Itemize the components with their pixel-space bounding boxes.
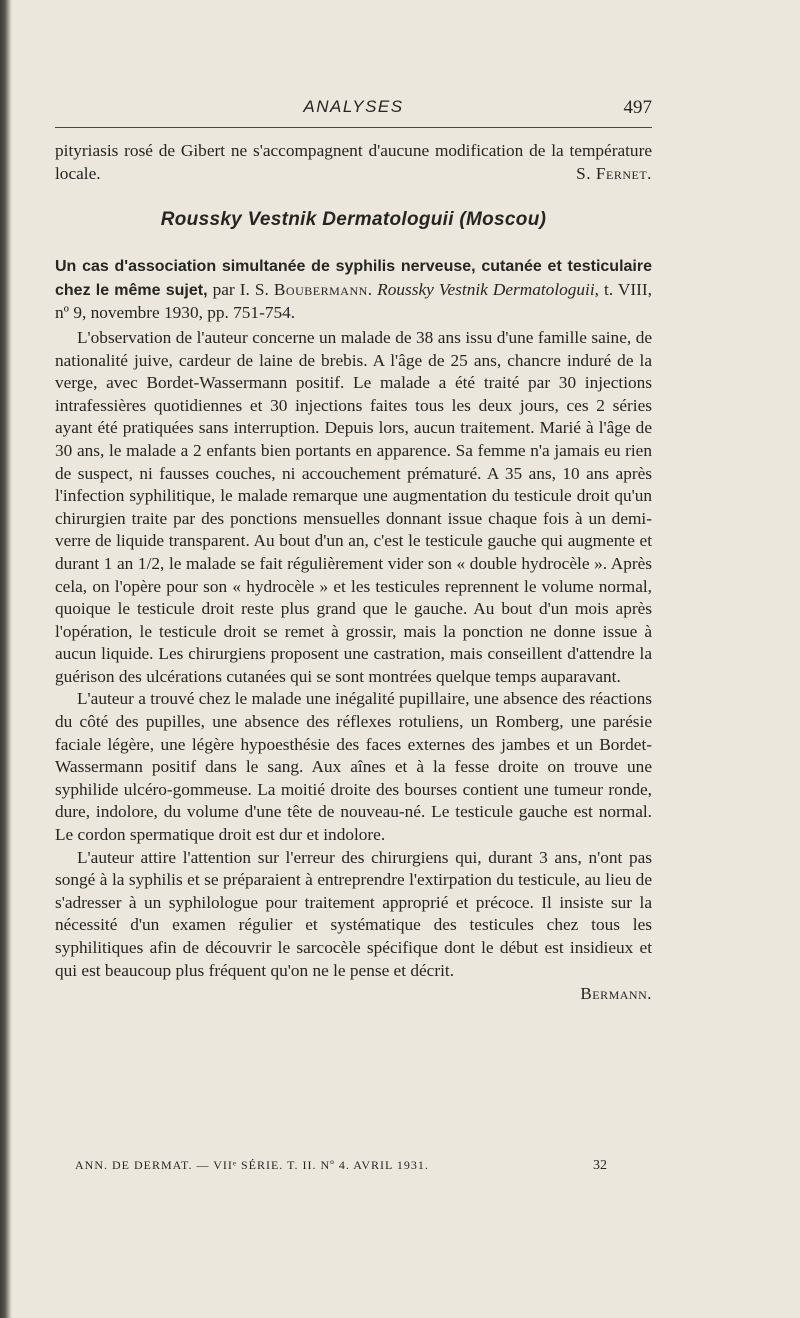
previous-article-ending <box>55 140 652 185</box>
article-heading <box>55 255 652 325</box>
article-paragraph: L'auteur attire l'attention sur l'erreur des chirurgiens qui, durant 3 ans, n'ont pas songé à la syphilis et se préparaient à entreprendre l'extirpation du testicule, au lieu de s'adresser à un syphilologue pour traitement approprié et précoce. Il insiste sur la nécessité d'un examen régulier et systématique des testicules chez tous les syphilitiques afin de découvrir le sarcocèle spécifique dont le début est insidieux et qui est beaucoup plus fréquent qu'on ne le pense et décrit. <box>55 847 652 980</box>
document-page <box>55 95 652 1004</box>
article-paragraph: L'observation de l'auteur concerne un malade de 38 ans issu d'une famille saine, de nationalité juive, cardeur de laine de brebis. A l'âge de 25 ans, chancre induré de la verge, avec Bordet-Wassermann positif. Le malade a été traité par 30 injections intrafessières quotidiennes et 30 injections faites tous les deux jours, ces 2 séries ayant été pratiquées sans interruption. Depuis lors, aucun traitement. Marié à l'âge de 30 ans, le malade a 2 enfants bien portants en apparence. Sa femme n'a jamais eu rien de suspect, ni fausses couches, ni accouchement prématuré. A 35 ans, 10 ans après l'infection syphilitique, le malade remarque une augmentation du testicule droit qu'un chirurgien traite par des ponctions mensuelles donnant issue chaque fois à un demi-verre de liquide transparent. Au bout d'un an, c'est le testicule gauche qui augmente et durant 1 an 1/2, le malade se fait régulièrement vider son « double hydrocèle ». Après cela, on l'opère pour son « hydrocèle » et les testicules reprennent le volume normal, quoique le testicule droit reste plus grand que le gauche. Au bout d'un mois après l'opération, le testicule droit se remet à grossir, mais la ponction ne donne issue à aucun liquide. Les chirurgiens proposent une castration, mais conseillent d'attendre la guérison des ulcérations cutanées qui se sont montrées quelque temps auparavant. <box>55 327 652 686</box>
page-binding-edge <box>0 0 12 1318</box>
page-footer <box>75 1158 607 1173</box>
source-separator: . <box>367 279 378 299</box>
article-signature: Bermann. <box>580 984 652 1004</box>
footer-citation: ANN. DE DERMAT. — VIIᵉ SÉRIE. T. II. Nº 4. AVRIL 1931. <box>75 1158 429 1172</box>
article-byline: par I. S. <box>207 279 274 299</box>
journal-heading: Roussky Vestnik Dermatologuii (Moscou) <box>160 209 547 231</box>
previous-article-text: pityriasis rosé de Gibert ne s'accompagnent d'aucune modification de la température locale. <box>55 141 652 183</box>
article-body <box>55 327 652 982</box>
article-author: Boubermann <box>273 279 368 299</box>
previous-article-signature: S. Fernet. <box>576 163 652 183</box>
article-title: Un cas d'association simultanée de syphilis nerveuse, cutanée et testiculaire chez le même sujet, <box>55 258 652 299</box>
source-journal: Roussky Vestnik Dermatologuii <box>377 279 595 299</box>
page-number: 497 <box>623 97 652 118</box>
article-paragraph: L'auteur a trouvé chez le malade une inégalité pupillaire, une absence des réactions du côté des pupilles, une absence des réflexes rotuliens, un Romberg, une parésie faciale légère, une légère hypoesthésie des faces externes des jambes et un Bordet-Wassermann positif dans le sang. Aux aînes et à la fesse droite on trouve une syphilide ulcéro-gommeuse. La moitié droite des bourses contient une tumeur ronde, dure, indolore, du volume d'une tête de nouveau-né. Le testicule gauche est normal. Le cordon spermatique droit est dur et indolore. <box>55 689 652 845</box>
footer-sheet-number: 32 <box>593 1158 607 1173</box>
source-reference: , t. VIII, nº 9, novembre 1930, pp. 751-754. <box>55 279 652 323</box>
running-head <box>55 95 652 128</box>
running-head-title: ANALYSES <box>303 97 404 116</box>
